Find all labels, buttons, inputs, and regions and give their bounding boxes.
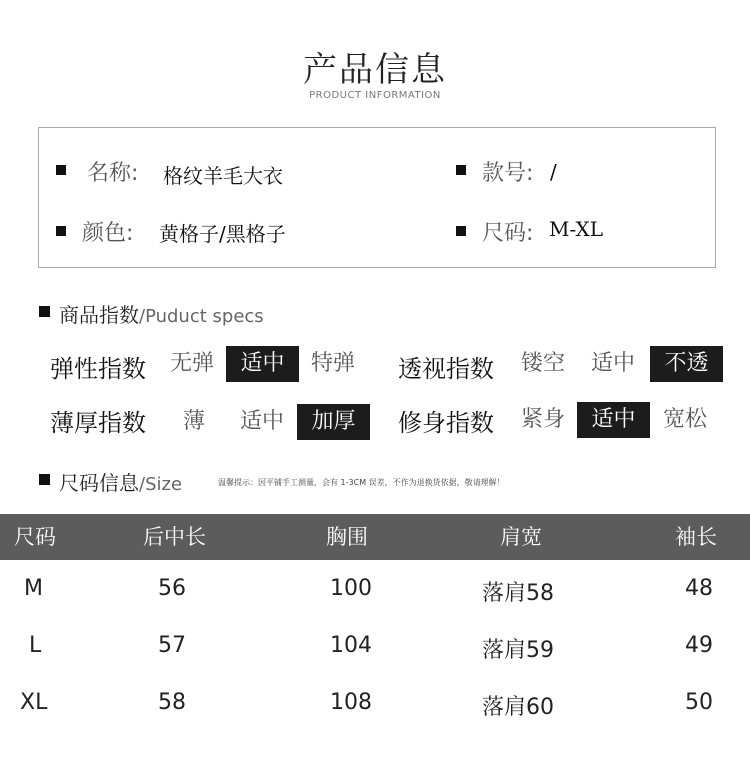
product-info-box (38, 127, 716, 268)
size-title-cn: 尺码信息 (59, 471, 139, 495)
specs-title-en: /Puduct specs (139, 306, 264, 327)
cell-size: XL (20, 690, 48, 715)
cell-chest: 108 (330, 690, 372, 715)
cell-sleeve: 48 (685, 576, 713, 601)
column-header-size: 尺码 (14, 525, 56, 549)
bullet-square-icon (456, 165, 466, 175)
specs-section-title (59, 299, 264, 328)
name-label: 名称: (87, 161, 139, 186)
spec-fit-option: 紧身 (520, 407, 565, 432)
spec-elasticity-option: 特弹 (310, 351, 355, 376)
spec-transparency-option-selected: 不透 (650, 346, 723, 382)
spec-elasticity-option-selected: 适中 (226, 346, 299, 382)
spec-transparency-option: 镂空 (520, 351, 565, 376)
bullet-square-icon (56, 165, 66, 175)
column-header-back-length: 后中长 (143, 525, 206, 549)
size-label: 尺码: (482, 221, 534, 246)
spec-transparency-option: 适中 (590, 351, 635, 376)
size-section-title (59, 467, 182, 496)
spec-thickness-name: 薄厚指数 (50, 409, 146, 437)
spec-thickness-option: 适中 (239, 409, 284, 434)
cell-shoulder: 落肩60 (482, 695, 554, 720)
spec-fit-name: 修身指数 (398, 409, 494, 437)
cell-sleeve: 49 (685, 633, 713, 658)
cell-chest: 100 (330, 576, 372, 601)
cell-back-length: 58 (158, 690, 186, 715)
style-number-value: / (550, 160, 557, 184)
size-title-en: /Size (139, 474, 183, 495)
cell-back-length: 56 (158, 576, 186, 601)
bullet-square-icon (456, 226, 466, 236)
column-header-shoulder: 肩宽 (500, 525, 542, 549)
cell-size: M (24, 576, 43, 601)
cell-shoulder: 落肩58 (482, 581, 554, 606)
spec-elasticity-option: 无弹 (169, 351, 214, 376)
spec-thickness-option: 薄 (182, 409, 205, 434)
spec-transparency-name: 透视指数 (398, 355, 494, 383)
column-header-chest: 胸围 (326, 525, 368, 549)
spec-thickness-option-selected: 加厚 (297, 404, 370, 440)
name-value: 格纹羊毛大衣 (163, 164, 283, 188)
cell-shoulder: 落肩59 (482, 638, 554, 663)
size-value: M-XL (549, 217, 604, 241)
spec-fit-option: 宽松 (662, 407, 707, 432)
bullet-square-icon (56, 226, 66, 236)
color-value: 黄格子/黑格子 (159, 222, 286, 246)
section-square-icon (39, 306, 50, 317)
measurement-notice: 温馨提示：因平铺手工测量，会有 1-3CM 误差，不作为退换货依据，敬请理解！ (218, 478, 505, 487)
cell-sleeve: 50 (685, 690, 713, 715)
cell-chest: 104 (330, 633, 372, 658)
cell-size: L (29, 633, 42, 658)
size-table-header (0, 514, 750, 560)
section-square-icon (39, 474, 50, 485)
cell-back-length: 57 (158, 633, 186, 658)
page-title: 产品信息 (303, 50, 447, 90)
style-number-label: 款号: (482, 161, 534, 186)
page-subtitle: PRODUCT INFORMATION (309, 90, 441, 101)
column-header-sleeve: 袖长 (675, 525, 717, 549)
spec-elasticity-name: 弹性指数 (50, 355, 146, 383)
color-label: 颜色: (82, 221, 134, 246)
spec-fit-option-selected: 适中 (577, 402, 650, 438)
specs-title-cn: 商品指数 (59, 303, 139, 327)
